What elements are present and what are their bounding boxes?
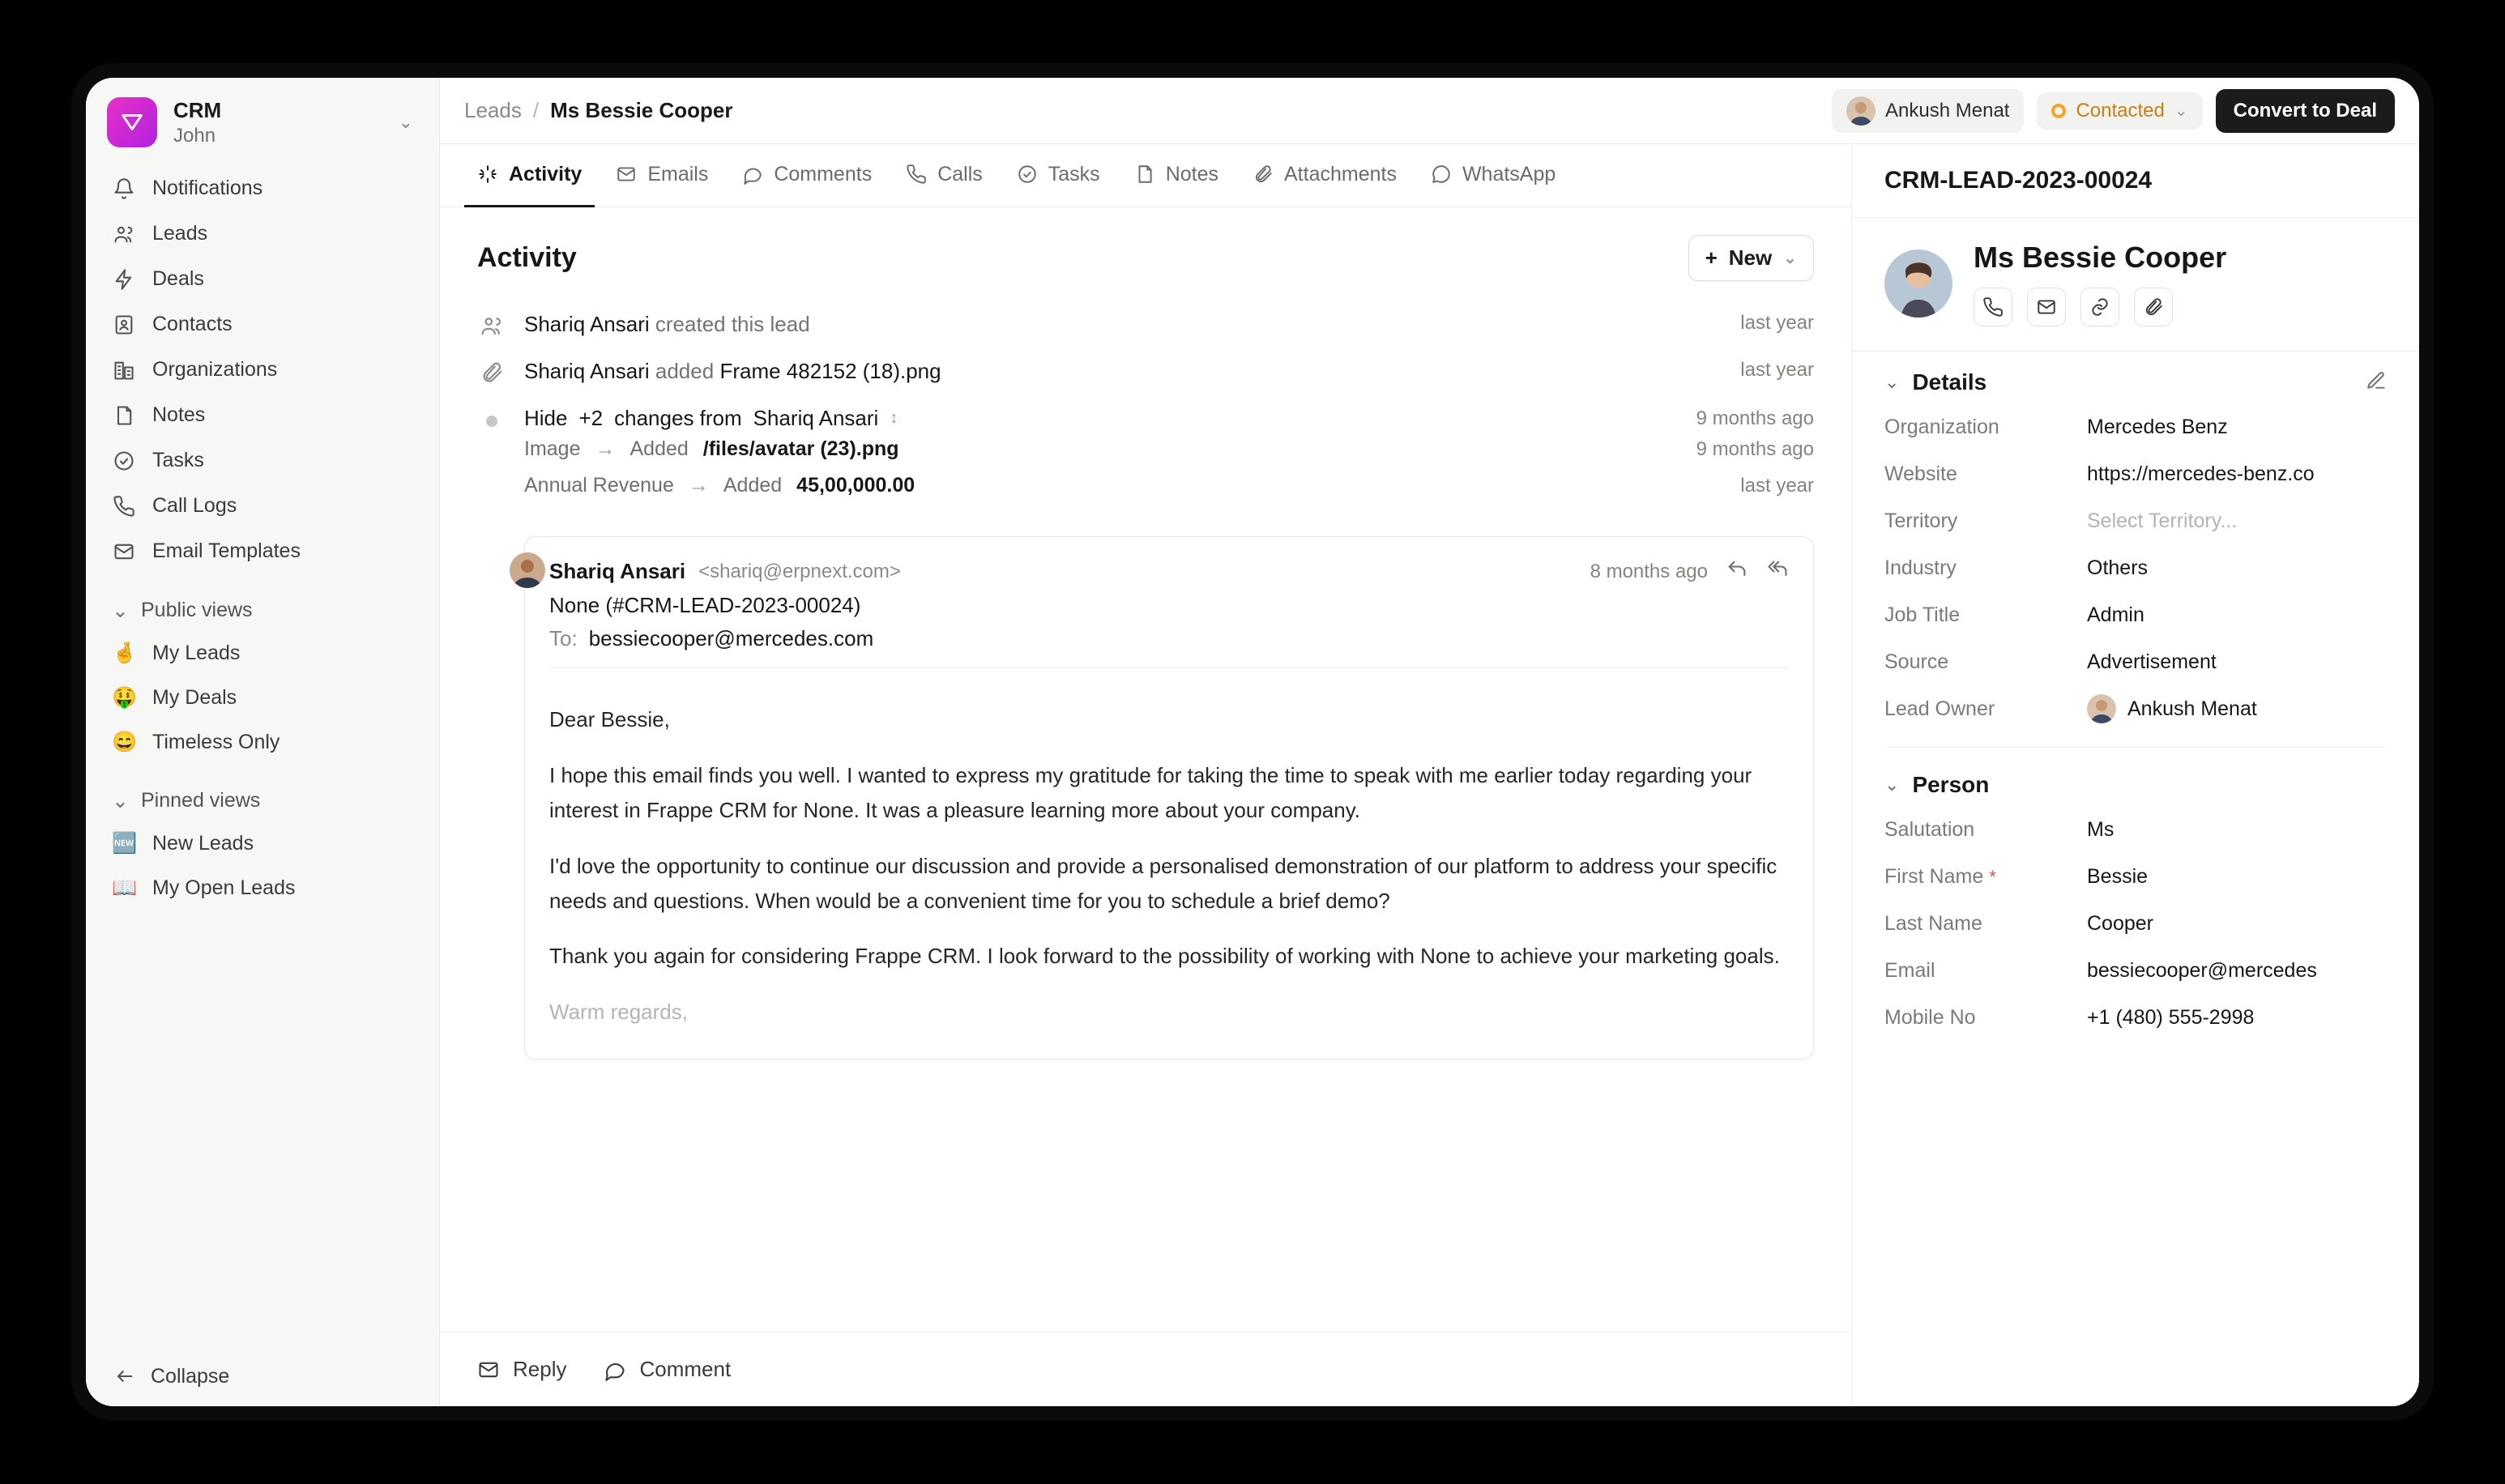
mail-icon xyxy=(112,539,136,564)
brand-title: CRM xyxy=(173,98,222,122)
field-salutation[interactable] xyxy=(1884,806,2387,853)
assignee-name: Ankush Menat xyxy=(1885,99,2010,122)
changes-time: 9 months ago xyxy=(1696,407,1814,429)
sidebar-item-leads[interactable] xyxy=(100,211,425,257)
top-bar xyxy=(440,78,2419,144)
attachment-icon xyxy=(477,359,506,385)
field-last-name[interactable] xyxy=(1884,900,2387,947)
comment-icon xyxy=(604,1358,626,1381)
changes-count: +2 xyxy=(578,406,604,430)
public-views-label: Public views xyxy=(141,599,253,621)
sidebar-item-notifications[interactable] xyxy=(100,166,425,211)
field-label: Lead Owner xyxy=(1884,697,1995,720)
field-label: Organization xyxy=(1884,415,1999,438)
crm-logo-icon xyxy=(107,97,157,147)
section-title: Details xyxy=(1912,369,1987,394)
chevron-updown-icon[interactable]: ↕ xyxy=(890,409,898,427)
field-website[interactable] xyxy=(1884,450,2387,497)
activity-icon xyxy=(477,164,498,185)
email-header xyxy=(525,537,1813,681)
field-label: Last Name xyxy=(1884,911,1982,935)
field-email[interactable] xyxy=(1884,947,2387,994)
sidebar-item-label: Contacts xyxy=(152,313,233,335)
pinned-views-group[interactable] xyxy=(100,778,425,821)
field-first-name[interactable] xyxy=(1884,853,2387,900)
email-body xyxy=(525,681,1813,1059)
change-action: Added xyxy=(629,437,689,460)
tab-label: Tasks xyxy=(1048,162,1100,186)
field-value: Ms xyxy=(2087,817,2115,841)
person-add-icon xyxy=(477,312,506,338)
sidebar-item-label: Timeless Only xyxy=(152,730,280,753)
new-emoji-icon: 🆕 xyxy=(112,831,138,855)
hand-emoji-icon: 🤞 xyxy=(112,641,138,664)
sidebar-item-my-open-leads[interactable] xyxy=(100,866,425,910)
field-label: Industry xyxy=(1884,556,1957,579)
book-emoji-icon: 📖 xyxy=(112,876,138,899)
tab-label: Emails xyxy=(647,162,709,186)
event-object: Frame 482152 (18).png xyxy=(719,359,941,383)
convert-to-deal-button[interactable]: Convert to Deal xyxy=(2216,89,2395,133)
breadcrumb-separator: / xyxy=(532,98,540,122)
deals-icon xyxy=(112,267,136,292)
breadcrumb-root[interactable]: Leads xyxy=(464,98,522,122)
page-title: Activity xyxy=(477,242,577,273)
calls-icon xyxy=(906,164,927,185)
tab-tasks[interactable] xyxy=(1004,144,1113,207)
person-section-header[interactable] xyxy=(1884,772,2387,806)
change-value: 45,00,000.00 xyxy=(796,474,915,497)
event-action: added xyxy=(655,359,715,383)
public-views-group[interactable] xyxy=(100,587,425,631)
field-value: Mercedes Benz xyxy=(2087,415,2228,438)
sidebar xyxy=(86,78,440,1406)
mail-icon[interactable] xyxy=(2027,288,2066,326)
attachment-icon[interactable] xyxy=(2134,288,2173,326)
emails-icon xyxy=(616,164,637,185)
sidebar-item-label: Email Templates xyxy=(152,539,301,562)
sidebar-spacer xyxy=(86,910,439,1347)
chevron-down-icon: ⌄ xyxy=(112,789,129,812)
field-value: Admin xyxy=(2087,603,2144,626)
person-section xyxy=(1852,754,2419,1047)
changes-toggle[interactable] xyxy=(524,406,1814,431)
change-field: Image xyxy=(524,437,581,460)
activity-header xyxy=(477,235,1814,281)
link-icon[interactable] xyxy=(2080,288,2119,326)
chevron-down-icon: ⌄ xyxy=(1783,249,1797,267)
field-industry[interactable] xyxy=(1884,544,2387,591)
field-value: Ankush Menat xyxy=(2127,697,2257,720)
dot-icon xyxy=(477,406,506,435)
email-sender-address: <shariq@erpnext.com> xyxy=(698,560,901,582)
collapse-icon xyxy=(112,1364,136,1388)
content-area xyxy=(440,144,2419,1406)
email-recipient xyxy=(549,626,1789,651)
tab-label: Comments xyxy=(774,162,873,186)
email-activity-card[interactable] xyxy=(524,536,1814,1060)
tab-emails[interactable] xyxy=(603,144,721,207)
field-value: Select Territory... xyxy=(2087,509,2238,532)
activity-footer xyxy=(440,1332,1851,1406)
tab-label: Attachments xyxy=(1284,162,1397,186)
collapse-sidebar-button[interactable] xyxy=(86,1346,439,1406)
sidebar-item-label: Leads xyxy=(152,222,208,245)
sidebar-item-timeless-only[interactable] xyxy=(100,720,425,765)
leads-icon xyxy=(112,222,136,246)
field-value: Advertisement xyxy=(2087,650,2217,673)
changes-actor: Shariq Ansari xyxy=(753,406,879,430)
activity-event xyxy=(477,304,1814,351)
field-value: https://mercedes-benz.co xyxy=(2087,462,2315,485)
pinned-views-label: Pinned views xyxy=(141,789,261,812)
detail-panel xyxy=(1852,144,2419,1406)
tab-notes[interactable] xyxy=(1121,144,1231,207)
new-activity-button[interactable] xyxy=(1688,235,1814,281)
comment-label: Comment xyxy=(639,1357,732,1381)
details-section-header[interactable] xyxy=(1884,369,2387,403)
avatar xyxy=(2087,694,2116,723)
sidebar-item-notes[interactable] xyxy=(100,393,425,438)
mail-icon xyxy=(477,1358,500,1381)
required-marker: * xyxy=(1989,866,1996,887)
event-time: last year xyxy=(1740,312,1814,334)
field-job-title[interactable] xyxy=(1884,591,2387,638)
main-area xyxy=(440,78,2419,1406)
activity-feed xyxy=(440,207,1851,1332)
divider xyxy=(549,667,1789,668)
tab-attachments[interactable] xyxy=(1240,144,1410,207)
field-label: Territory xyxy=(1884,509,1958,532)
sidebar-item-contacts[interactable] xyxy=(100,302,425,348)
comments-icon xyxy=(742,164,763,185)
field-source[interactable] xyxy=(1884,638,2387,685)
change-time: 9 months ago xyxy=(1696,437,1814,460)
collapse-label: Collapse xyxy=(151,1364,230,1388)
field-label: Salutation xyxy=(1884,817,1975,841)
hide-label: Hide xyxy=(524,406,568,430)
tasks-icon xyxy=(112,449,136,473)
tasks-icon xyxy=(1017,164,1038,185)
change-action: Added xyxy=(723,474,783,497)
reply-button[interactable] xyxy=(477,1357,566,1382)
field-territory[interactable] xyxy=(1884,497,2387,544)
arrow-right-icon: → xyxy=(595,437,616,460)
email-paragraph: I'd love the opportunity to continue our discussion and provide a personalised demonstration of our platform to address your specific needs and questions. When would be a convenient time for you to schedule a brief demo? xyxy=(549,853,1777,913)
tab-whatsapp[interactable] xyxy=(1418,144,1568,207)
field-value: bessiecooper@mercedes xyxy=(2087,958,2317,982)
field-label: Mobile No xyxy=(1884,1005,1976,1029)
tab-calls[interactable] xyxy=(893,144,996,207)
assignee-chip[interactable] xyxy=(1832,89,2024,133)
contact-name: Ms Bessie Cooper xyxy=(1974,241,2227,274)
field-label: Website xyxy=(1884,462,1957,485)
activity-changes-group xyxy=(477,398,1814,517)
record-id: CRM-LEAD-2023-00024 xyxy=(1852,144,2419,218)
sidebar-item-label: My Leads xyxy=(152,641,241,664)
email-paragraph: I hope this email finds you well. I wanted to express my gratitude for taking the time to speak with me earlier today regarding your interest in Frappe CRM for None. It was a pleasure learning more about your company. xyxy=(549,762,1752,822)
sidebar-item-my-leads[interactable] xyxy=(100,631,425,676)
tab-activity[interactable] xyxy=(464,144,595,207)
field-value: Bessie xyxy=(2087,864,2149,888)
comment-button[interactable] xyxy=(604,1357,731,1382)
change-row xyxy=(524,467,1814,504)
field-value: Others xyxy=(2087,556,2149,579)
organizations-icon xyxy=(112,358,136,382)
email-paragraph: Dear Bessie, xyxy=(549,707,670,731)
status-badge[interactable] xyxy=(2037,92,2202,130)
tab-label: WhatsApp xyxy=(1462,162,1556,186)
sidebar-item-tasks[interactable] xyxy=(100,438,425,484)
reply-label: Reply xyxy=(513,1357,567,1381)
changes-word: changes from xyxy=(614,406,742,430)
field-value: Cooper xyxy=(2087,911,2153,935)
tab-label: Calls xyxy=(937,162,983,186)
sidebar-item-my-deals[interactable] xyxy=(100,676,425,720)
change-value: /files/avatar (23).png xyxy=(702,437,899,460)
app-window xyxy=(86,78,2419,1406)
field-mobile-no[interactable] xyxy=(1884,994,2387,1041)
arrow-right-icon: → xyxy=(688,474,709,497)
change-field: Annual Revenue xyxy=(524,474,674,497)
sidebar-item-deals[interactable] xyxy=(100,257,425,302)
edit-icon[interactable] xyxy=(2366,370,2387,395)
email-subject: None (#CRM-LEAD-2023-00024) xyxy=(549,593,861,617)
section-title: Person xyxy=(1912,772,1990,797)
avatar xyxy=(1846,96,1876,126)
sidebar-item-label: Deals xyxy=(152,267,204,290)
sidebar-item-label: Call Logs xyxy=(152,494,237,517)
contacts-icon xyxy=(112,313,136,337)
reply-icon[interactable] xyxy=(1726,558,1748,585)
field-label: Source xyxy=(1884,650,1949,673)
status-label: Contacted xyxy=(2076,99,2165,122)
field-label: First Name xyxy=(1884,864,1984,888)
sidebar-item-email-templates[interactable] xyxy=(100,529,425,574)
chevron-down-icon: ⌄ xyxy=(2174,102,2188,120)
avatar[interactable] xyxy=(1884,249,1952,318)
top-bar-actions xyxy=(1832,89,2395,133)
sidebar-item-new-leads[interactable] xyxy=(100,821,425,866)
avatar xyxy=(510,552,545,588)
change-row xyxy=(524,431,1814,467)
chevron-down-icon[interactable]: ⌄ xyxy=(398,112,413,133)
event-actor: Shariq Ansari xyxy=(524,312,650,336)
field-organization[interactable] xyxy=(1884,403,2387,450)
tab-label: Notes xyxy=(1165,162,1218,186)
tab-bar xyxy=(440,144,1851,207)
email-closing: Warm regards, xyxy=(549,1000,688,1025)
chevron-down-icon: ⌄ xyxy=(1884,774,1900,795)
brand-user: John xyxy=(173,124,216,147)
email-to-label: To: xyxy=(549,626,578,650)
details-section xyxy=(1852,352,2419,754)
tab-comments[interactable] xyxy=(729,144,885,207)
status-dot-icon xyxy=(2051,104,2066,118)
sidebar-item-label: My Deals xyxy=(152,685,237,709)
notes-icon xyxy=(112,403,136,428)
contact-header xyxy=(1852,218,2419,352)
email-time: 8 months ago xyxy=(1590,560,1708,582)
sidebar-item-call-logs[interactable] xyxy=(100,484,425,529)
field-label: Email xyxy=(1884,958,1935,982)
workspace-switcher[interactable] xyxy=(86,78,439,163)
tab-label: Activity xyxy=(509,162,583,186)
activity-column xyxy=(440,144,1852,1406)
money-emoji-icon: 🤑 xyxy=(112,685,138,709)
phone-icon[interactable] xyxy=(1974,288,2012,326)
activity-event xyxy=(477,351,1814,398)
primary-nav xyxy=(86,163,439,910)
sidebar-item-label: Tasks xyxy=(152,449,204,471)
event-actor: Shariq Ansari xyxy=(524,359,650,383)
field-label: Job Title xyxy=(1884,603,1961,626)
field-value: +1 (480) 555-2998 xyxy=(2087,1005,2255,1029)
change-time: last year xyxy=(1740,474,1814,497)
chevron-down-icon: ⌄ xyxy=(1884,372,1900,392)
email-sender: Shariq Ansari xyxy=(549,559,686,583)
chevron-down-icon: ⌄ xyxy=(112,599,129,622)
new-label: New xyxy=(1728,245,1773,270)
sidebar-item-label: Organizations xyxy=(152,358,278,381)
phone-icon xyxy=(112,494,136,518)
breadcrumb-current: Ms Bessie Cooper xyxy=(550,98,733,122)
bell-icon xyxy=(112,177,136,201)
event-time: last year xyxy=(1740,359,1814,381)
reply-all-icon[interactable] xyxy=(1766,558,1789,585)
whatsapp-icon xyxy=(1431,164,1452,185)
sidebar-item-organizations[interactable] xyxy=(100,348,425,393)
event-action: created this lead xyxy=(655,312,810,336)
sidebar-item-label: My Open Leads xyxy=(152,876,296,899)
notes-icon xyxy=(1134,164,1155,185)
sidebar-item-label: Notifications xyxy=(152,177,263,199)
email-paragraph: Thank you again for considering Frappe CRM. I look forward to the possibility of working with None to achieve your marketing goals. xyxy=(549,944,1780,969)
field-lead-owner[interactable] xyxy=(1884,685,2387,732)
plus-icon: + xyxy=(1705,245,1718,270)
sidebar-item-label: Notes xyxy=(152,403,206,426)
sidebar-item-label: New Leads xyxy=(152,831,254,855)
email-to-value: bessiecooper@mercedes.com xyxy=(588,626,874,650)
attachments-icon xyxy=(1252,164,1274,185)
smile-emoji-icon: 😄 xyxy=(112,730,138,753)
quick-actions xyxy=(1974,288,2226,326)
divider xyxy=(1884,747,2387,748)
